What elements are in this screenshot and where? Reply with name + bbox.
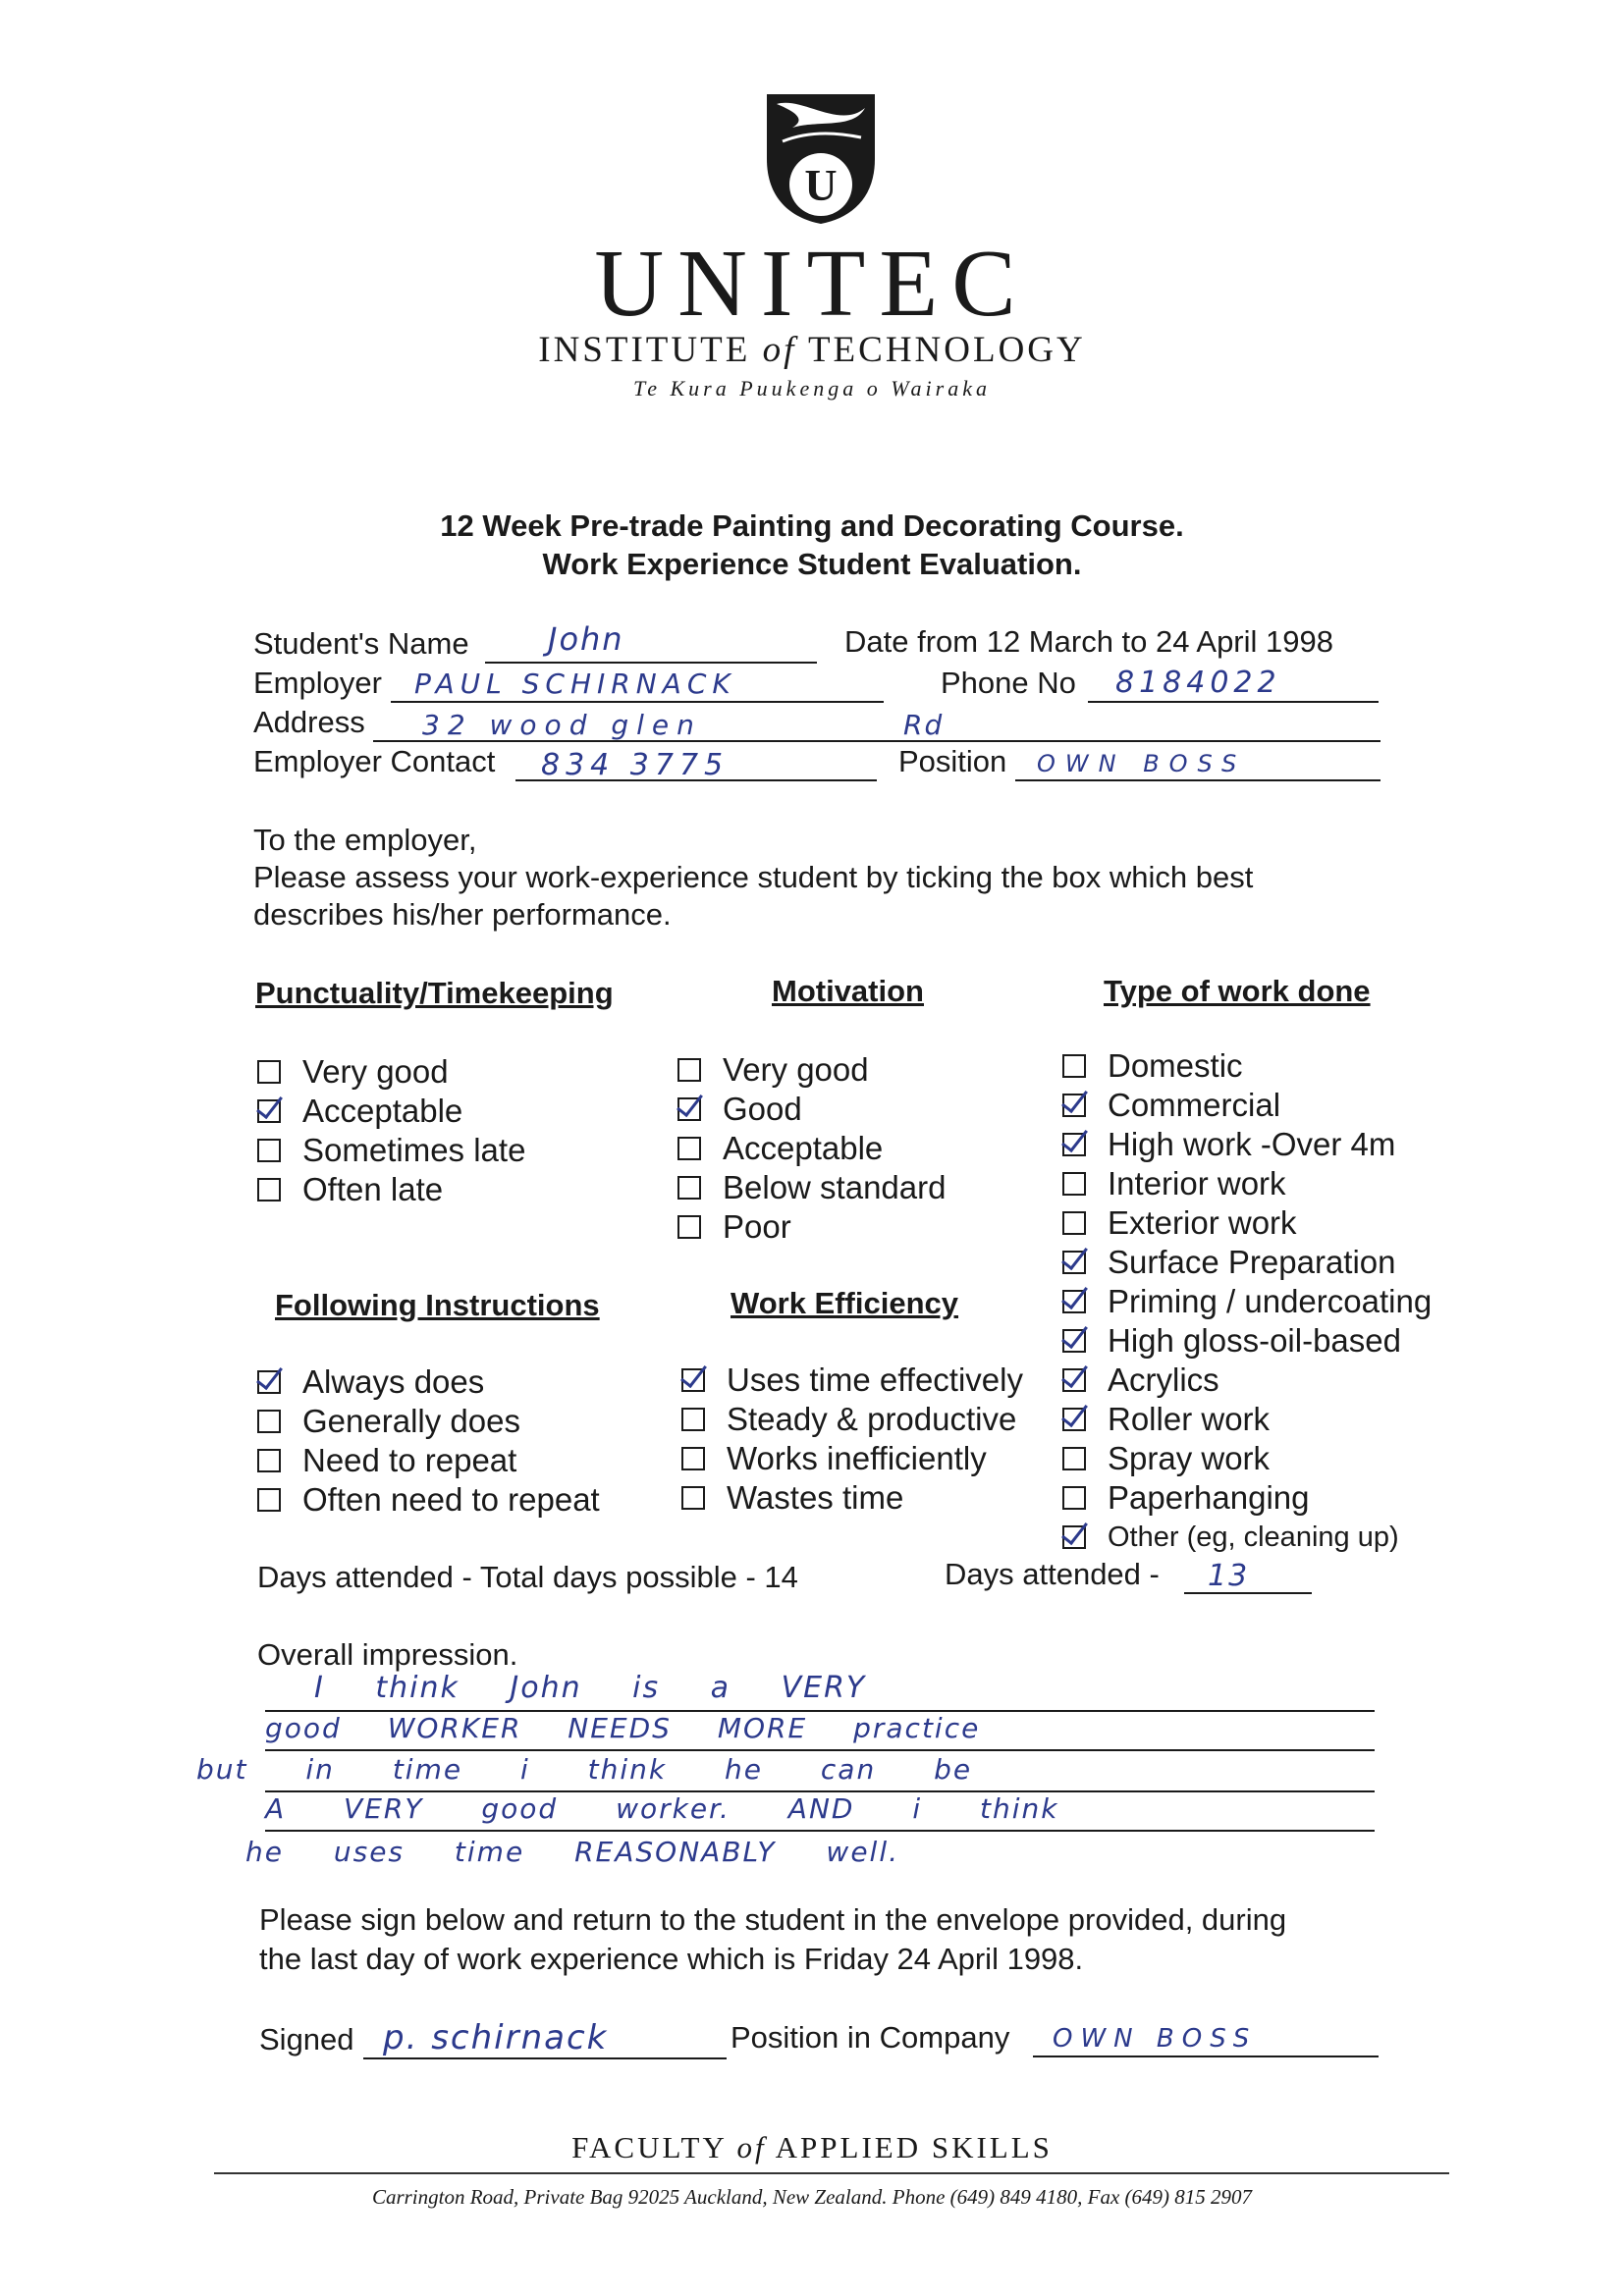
employer-label: Employer (253, 666, 382, 700)
address-label: Address (253, 705, 365, 739)
work-type-other[interactable]: Other (eg, cleaning up) (1062, 1518, 1432, 1557)
checkbox[interactable] (257, 1449, 281, 1472)
work-type-paperhanging[interactable]: Paperhanging (1062, 1478, 1432, 1518)
checkbox[interactable] (1062, 1211, 1086, 1235)
work-type-exterior[interactable]: Exterior work (1062, 1203, 1432, 1243)
type-of-work-options (1062, 1046, 1432, 1557)
work-type-domestic[interactable]: Domestic (1062, 1046, 1432, 1086)
efficiency-option-effective[interactable]: Uses time effectively (681, 1361, 1023, 1400)
footer-address: Carrington Road, Private Bag 92025 Auckland, New Zealand. Phone (649) 849 4180, Fax (649) 815 2907 (371, 2185, 1253, 2209)
address-field[interactable] (373, 705, 1380, 742)
motivation-option-very-good[interactable]: Very good (677, 1050, 946, 1090)
student-name-label: Student's Name (253, 626, 469, 661)
checkbox[interactable] (677, 1176, 701, 1200)
checkbox[interactable] (677, 1137, 701, 1160)
checkbox-checked[interactable] (1062, 1133, 1086, 1156)
return-instructions-1: Please sign below and return to the student in the envelope provided, during (259, 1902, 1287, 1937)
svg-text:U: U (804, 160, 838, 210)
checkbox-checked[interactable] (1062, 1290, 1086, 1313)
efficiency-heading: Work Efficiency (731, 1286, 959, 1320)
impression-text-2: good WORKER NEEDS MORE practice (265, 1712, 981, 1744)
checkbox[interactable] (1062, 1054, 1086, 1078)
position-label: Position (898, 744, 1007, 778)
brand-name: UNITEC (594, 231, 1030, 337)
checkbox-checked[interactable] (1062, 1408, 1086, 1431)
impression-label: Overall impression. (257, 1637, 518, 1672)
checkbox[interactable] (257, 1178, 281, 1201)
employer-contact-value: 834 3775 (541, 748, 730, 782)
shield-bird-logo-icon (763, 90, 879, 228)
student-name-field[interactable] (485, 620, 817, 664)
unitec-logo (763, 90, 879, 228)
checkbox[interactable] (257, 1060, 281, 1084)
checkbox[interactable] (681, 1486, 705, 1510)
work-type-surface-prep[interactable]: Surface Preparation (1062, 1243, 1432, 1282)
checkbox[interactable] (681, 1447, 705, 1470)
course-title: 12 Week Pre-trade Painting and Decorating Course. (440, 508, 1184, 543)
work-type-acrylics[interactable]: Acrylics (1062, 1361, 1432, 1400)
checkbox[interactable] (257, 1139, 281, 1162)
instructions-option-always[interactable]: Always does (257, 1362, 600, 1402)
intro-line-2: describes his/her performance. (253, 897, 672, 932)
work-type-high-gloss[interactable]: High gloss-oil-based (1062, 1321, 1432, 1361)
punctuality-option-acceptable[interactable]: Acceptable (257, 1092, 525, 1131)
days-attended-label: Days attended - (945, 1557, 1160, 1591)
impression-text-5: he uses time REASONABLY well. (245, 1836, 900, 1868)
efficiency-options (681, 1361, 1023, 1518)
signature: p. schirnack (383, 2018, 609, 2057)
instructions-option-often-repeat[interactable]: Often need to repeat (257, 1480, 600, 1520)
checkbox[interactable] (677, 1215, 701, 1239)
brand-subtitle: INSTITUTE of TECHNOLOGY (538, 330, 1086, 370)
position-in-company-value: OWN BOSS (1053, 2024, 1258, 2054)
days-attended-field[interactable] (1184, 1557, 1312, 1594)
position-in-company-field[interactable] (1033, 2020, 1379, 2057)
type-of-work-heading: Type of work done (1104, 974, 1371, 1008)
impression-line-2 (265, 1747, 1375, 1751)
checkbox-checked[interactable] (677, 1097, 701, 1121)
date-range: Date from 12 March to 24 April 1998 (844, 624, 1333, 659)
checkbox[interactable] (677, 1058, 701, 1082)
phone-value: 8184022 (1115, 666, 1281, 700)
employer-value: PAUL SCHIRNACK (414, 667, 736, 700)
punctuality-options (257, 1052, 525, 1209)
position-field[interactable] (1015, 744, 1380, 781)
checkbox-checked[interactable] (1062, 1368, 1086, 1392)
work-type-priming[interactable]: Priming / undercoating (1062, 1282, 1432, 1321)
instructions-heading: Following Instructions (275, 1288, 600, 1322)
total-days-label: Days attended - Total days possible - 14 (257, 1560, 798, 1594)
motivation-option-poor[interactable]: Poor (677, 1207, 946, 1247)
instructions-option-generally[interactable]: Generally does (257, 1402, 600, 1441)
checkbox[interactable] (1062, 1172, 1086, 1196)
faculty-name: FACULTY of APPLIED SKILLS (571, 2130, 1053, 2164)
days-attended-value: 13 (1208, 1559, 1250, 1593)
form-title: Work Experience Student Evaluation. (542, 547, 1082, 581)
phone-label: Phone No (941, 666, 1076, 700)
punctuality-option-sometimes-late[interactable]: Sometimes late (257, 1131, 525, 1170)
brand-maori-name: Te Kura Puukenga o Wairaka (633, 376, 991, 400)
motivation-option-below-standard[interactable]: Below standard (677, 1168, 946, 1207)
impression-text-3: but in time i think he can be (196, 1753, 973, 1786)
instructions-options (257, 1362, 600, 1520)
position-value: OWN BOSS (1037, 750, 1247, 777)
checkbox-checked[interactable] (1062, 1525, 1086, 1549)
employer-field[interactable] (391, 666, 884, 703)
signed-label: Signed (259, 2022, 354, 2056)
employer-contact-label: Employer Contact (253, 744, 496, 778)
impression-text-4: A VERY good worker. AND i think (265, 1792, 1059, 1825)
checkbox-checked[interactable] (257, 1099, 281, 1123)
checkbox-checked[interactable] (681, 1368, 705, 1392)
efficiency-option-inefficient[interactable]: Works inefficiently (681, 1439, 1023, 1478)
impression-line-4 (265, 1828, 1375, 1832)
motivation-option-good[interactable]: Good (677, 1090, 946, 1129)
work-type-spray[interactable]: Spray work (1062, 1439, 1432, 1478)
motivation-options (677, 1050, 946, 1247)
work-type-high-work[interactable]: High work -Over 4m (1062, 1125, 1432, 1164)
checkbox[interactable] (1062, 1447, 1086, 1470)
checkbox-checked[interactable] (1062, 1094, 1086, 1117)
punctuality-option-very-good[interactable]: Very good (257, 1052, 525, 1092)
checkbox[interactable] (257, 1488, 281, 1512)
student-name-value: John (548, 620, 624, 658)
work-type-roller[interactable]: Roller work (1062, 1400, 1432, 1439)
checkbox-checked[interactable] (257, 1370, 281, 1394)
intro-line-1: Please assess your work-experience student by ticking the box which best (253, 860, 1254, 894)
work-type-commercial[interactable]: Commercial (1062, 1086, 1432, 1125)
checkbox[interactable] (681, 1408, 705, 1431)
checkbox-checked[interactable] (1062, 1329, 1086, 1353)
efficiency-option-wastes-time[interactable]: Wastes time (681, 1478, 1023, 1518)
punctuality-option-often-late[interactable]: Often late (257, 1170, 525, 1209)
return-instructions-2: the last day of work experience which is Friday 24 April 1998. (259, 1942, 1084, 1976)
work-type-interior[interactable]: Interior work (1062, 1164, 1432, 1203)
address-value-1: 32 wood glen (422, 709, 702, 741)
impression-text-1: I think John is a VERY (314, 1671, 867, 1705)
employer-contact-field[interactable] (515, 744, 877, 781)
footer-divider (214, 2172, 1449, 2174)
address-value-2: Rd (903, 709, 945, 741)
motivation-option-acceptable[interactable]: Acceptable (677, 1129, 946, 1168)
efficiency-option-steady[interactable]: Steady & productive (681, 1400, 1023, 1439)
phone-field[interactable] (1088, 666, 1379, 703)
motivation-heading: Motivation (772, 974, 924, 1008)
intro-salutation: To the employer, (253, 823, 477, 857)
checkbox[interactable] (1062, 1486, 1086, 1510)
checkbox[interactable] (257, 1410, 281, 1433)
position-in-company-label: Position in Company (731, 2020, 1010, 2055)
punctuality-heading: Punctuality/Timekeeping (255, 976, 614, 1010)
signature-field[interactable] (363, 2018, 727, 2059)
checkbox-checked[interactable] (1062, 1251, 1086, 1274)
instructions-option-need-repeat[interactable]: Need to repeat (257, 1441, 600, 1480)
